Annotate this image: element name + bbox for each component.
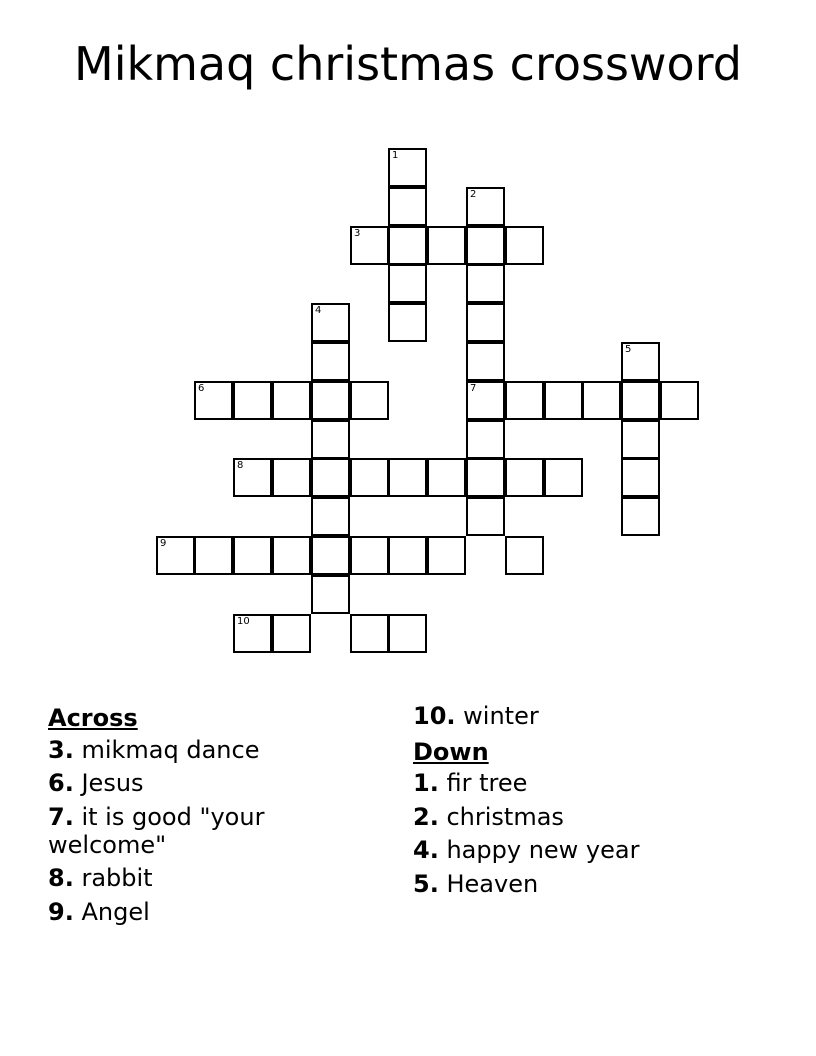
grid-cell[interactable] — [427, 458, 466, 497]
grid-cell[interactable] — [233, 536, 272, 575]
cell-number: 10 — [237, 616, 250, 627]
grid-cell[interactable] — [350, 614, 389, 653]
grid-cell[interactable] — [466, 420, 505, 459]
cell-number: 1 — [392, 150, 399, 161]
grid-cell[interactable] — [388, 536, 427, 575]
cell-number: 8 — [237, 460, 244, 471]
grid-cell[interactable] — [466, 342, 505, 381]
across-clue-6 — [48, 769, 368, 797]
cell-number: 9 — [160, 538, 167, 549]
across-clue-8 — [48, 864, 368, 892]
clue-number: 2. — [413, 802, 439, 831]
clue-number: 10. — [413, 702, 456, 730]
grid-cell[interactable] — [194, 536, 233, 575]
across-clue-10 — [413, 702, 773, 730]
grid-cell[interactable] — [544, 381, 583, 420]
grid-cell[interactable] — [233, 458, 272, 497]
grid-cell[interactable] — [621, 497, 660, 536]
grid-cell[interactable] — [466, 303, 505, 342]
grid-cell[interactable] — [311, 575, 350, 614]
grid-cell[interactable] — [156, 536, 195, 575]
grid-cell[interactable] — [350, 536, 389, 575]
grid-cell[interactable] — [388, 187, 427, 226]
across-heading: Across — [48, 704, 138, 732]
grid-cell[interactable] — [233, 381, 272, 420]
grid-cell[interactable] — [350, 458, 389, 497]
down-heading: Down — [413, 737, 489, 766]
clue-number: 1. — [413, 769, 439, 797]
grid-cell[interactable] — [350, 226, 389, 265]
grid-cell[interactable] — [621, 381, 660, 420]
clue-number: 8. — [48, 864, 74, 892]
clue-number: 5. — [413, 869, 439, 898]
grid-cell[interactable] — [388, 614, 427, 653]
clue-text: mikmaq dance — [81, 735, 260, 764]
clue-text: it is good "your welcome" — [48, 802, 265, 859]
grid-cell[interactable] — [466, 264, 505, 303]
cell-number: 3 — [354, 228, 361, 239]
grid-cell[interactable] — [311, 536, 350, 575]
puzzle-title: Mikmaq christmas crossword — [74, 37, 742, 91]
cell-number: 4 — [315, 305, 322, 316]
across-clue-9 — [48, 898, 368, 926]
grid-cell[interactable] — [466, 458, 505, 497]
clue-text: happy new year — [446, 836, 640, 864]
grid-cell[interactable] — [466, 226, 505, 265]
grid-cell[interactable] — [505, 226, 544, 265]
grid-cell[interactable] — [621, 342, 660, 381]
clue-text: Angel — [81, 897, 150, 926]
grid-cell[interactable] — [311, 342, 350, 381]
grid-cell[interactable] — [466, 381, 505, 420]
grid-cell[interactable] — [466, 497, 505, 536]
cell-number: 2 — [470, 189, 477, 200]
grid-cell[interactable] — [466, 187, 505, 226]
grid-cell[interactable] — [272, 536, 311, 575]
grid-cell[interactable] — [621, 420, 660, 459]
down-clue-2 — [413, 803, 773, 831]
clue-text: christmas — [446, 802, 564, 831]
clue-text: fir tree — [446, 769, 528, 797]
grid-cell[interactable] — [194, 381, 233, 420]
grid-cell[interactable] — [388, 264, 427, 303]
grid-cell[interactable] — [311, 458, 350, 497]
clue-number: 9. — [48, 897, 74, 926]
cell-number: 5 — [625, 344, 632, 355]
grid-cell[interactable] — [505, 536, 544, 575]
grid-cell[interactable] — [388, 303, 427, 342]
grid-cell[interactable] — [427, 226, 466, 265]
clue-number: 4. — [413, 836, 439, 864]
clue-number: 7. — [48, 802, 74, 831]
grid-cell[interactable] — [388, 226, 427, 265]
clue-text: rabbit — [81, 864, 153, 892]
clue-text: Heaven — [446, 869, 539, 898]
grid-cell[interactable] — [427, 536, 466, 575]
grid-cell[interactable] — [388, 148, 427, 187]
clue-text: Jesus — [81, 769, 144, 797]
grid-cell[interactable] — [272, 458, 311, 497]
down-clue-1 — [413, 769, 773, 797]
grid-cell[interactable] — [350, 381, 389, 420]
across-clue-3 — [48, 736, 368, 764]
clue-number: 6. — [48, 769, 74, 797]
grid-cell[interactable] — [544, 458, 583, 497]
grid-cell[interactable] — [388, 458, 427, 497]
grid-cell[interactable] — [660, 381, 699, 420]
grid-cell[interactable] — [505, 381, 544, 420]
clues-column-left — [48, 702, 368, 931]
grid-cell[interactable] — [582, 381, 621, 420]
grid-cell[interactable] — [311, 303, 350, 342]
grid-cell[interactable] — [311, 420, 350, 459]
grid-cell[interactable] — [272, 381, 311, 420]
clues-column-right — [413, 702, 773, 903]
across-clue-7 — [48, 803, 368, 859]
down-clue-5 — [413, 870, 773, 898]
down-clue-4 — [413, 836, 773, 864]
grid-cell[interactable] — [233, 614, 272, 653]
grid-cell[interactable] — [505, 458, 544, 497]
clue-number: 3. — [48, 735, 74, 764]
clue-text: winter — [463, 702, 539, 730]
cell-number: 6 — [198, 383, 205, 394]
grid-cell[interactable] — [621, 458, 660, 497]
grid-cell[interactable] — [311, 381, 350, 420]
grid-cell[interactable] — [311, 497, 350, 536]
cell-number: 7 — [470, 383, 477, 394]
grid-cell[interactable] — [272, 614, 311, 653]
